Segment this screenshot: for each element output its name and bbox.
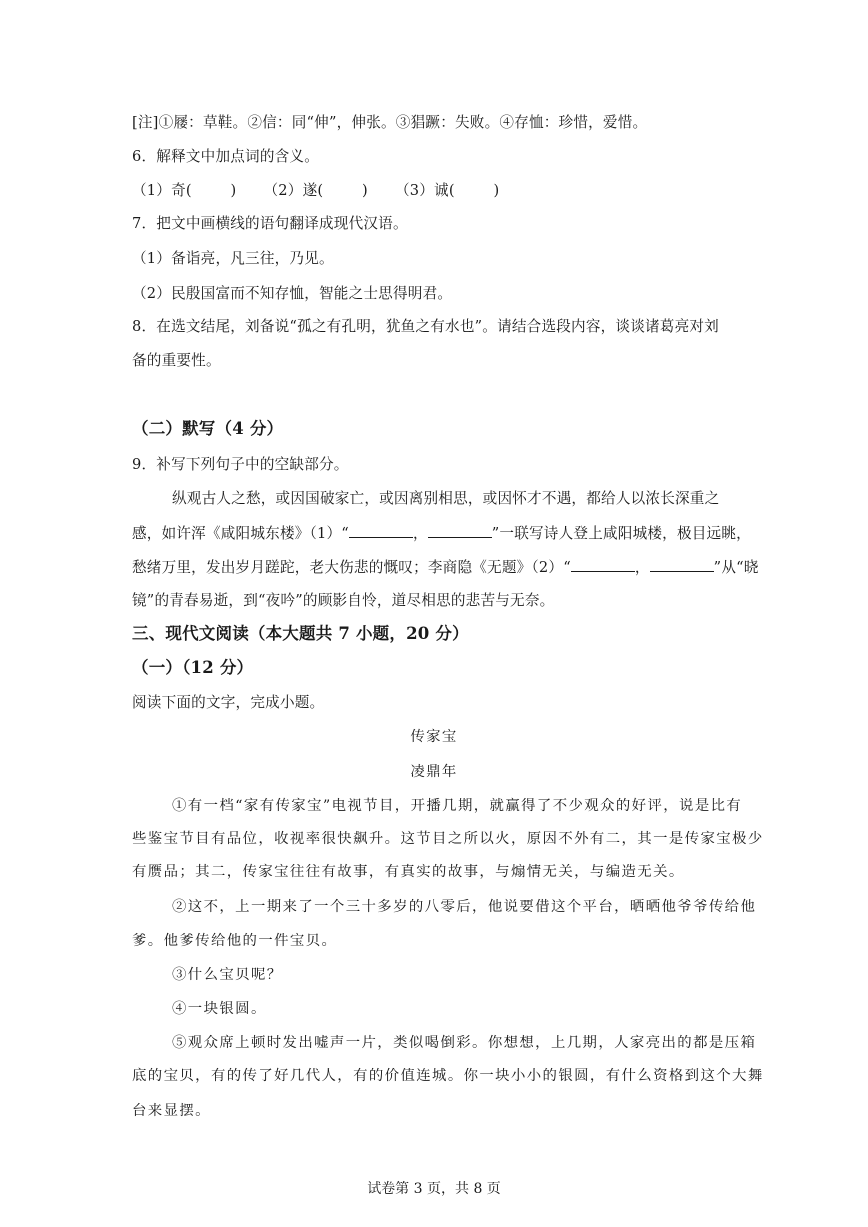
article-paragraph-2-line-1: ②这不，上一期来了一个三十多岁的八零后，他说要借这个平台，晒晒他爷爷传给他: [172, 899, 757, 915]
article-paragraph-4: ④一块银圆。: [172, 1001, 267, 1017]
question-6-stem: 6．解释文中加点词的含义。: [132, 148, 320, 165]
subsection-1-title: （一）（12 分）: [132, 658, 254, 677]
article-paragraph-5-line-1: ⑤观众席上顿时发出嘘声一片，类似喝倒彩。你想想，上几期，人家亮出的都是压箱: [172, 1035, 757, 1051]
fill-blank: [650, 557, 714, 572]
question-7-stem: 7．把文中画横线的语句翻译成现代汉语。: [132, 215, 408, 232]
question-8-line-2: 备的重要性。: [132, 352, 221, 369]
question-6-items: （1）奇( ) （2）遂( ) （3）诚( ): [132, 182, 500, 199]
text-segment: ”从“晓: [713, 559, 759, 576]
fill-blank: [349, 523, 413, 538]
text-segment: ”一联写诗人登上咸阳城楼，极目远眺，: [491, 525, 751, 542]
text-segment: 愁绪万里，发出岁月蹉跎，老大伤悲的慨叹；李商隐《无题》（2）“: [132, 559, 571, 576]
article-paragraph-1-line-1: ①有一档“家有传家宝”电视节目，开播几期，就赢得了不少观众的好评，说是比有: [172, 798, 743, 814]
reading-instruction: 阅读下面的文字，完成小题。: [132, 694, 325, 711]
fill-blank: [571, 557, 635, 572]
annotation-note: [注]①屦：草鞋。②信：同“伸”，伸张。③猖蹶：失败。④存恤：珍惜，爱惜。: [132, 114, 648, 131]
question-9-stem: 9．补写下列句子中的空缺部分。: [132, 456, 349, 473]
text-segment: ，: [634, 559, 650, 576]
article-paragraph-5-line-2: 底的宝贝，有的传了好几代人，有的价值连城。你一块小小的银圆，有什么资格到这个大舞: [132, 1068, 764, 1084]
question-7-item-1: （1）备诣亮，凡三往，乃见。: [132, 250, 334, 267]
text-segment: ，: [412, 525, 428, 542]
article-paragraph-5-line-3: 台来显摆。: [132, 1103, 211, 1119]
article-paragraph-1-line-2: 些鉴宝节目有品位，收视率很快飙升。这节目之所以火，原因不外有二，其一是传家宝极少: [132, 831, 764, 847]
article-paragraph-3: ③什么宝贝呢？: [172, 967, 283, 983]
article-title: 传家宝: [410, 729, 458, 745]
article-author: 凌鼎年: [410, 764, 458, 780]
question-8-line-1: 8．在选文结尾，刘备说“孤之有孔明，犹鱼之有水也”。请结合选段内容，谈谈诸葛亮对刘: [132, 318, 719, 335]
article-paragraph-1-line-3: 有赝品；其二，传家宝往往有故事，有真实的故事，与煽情无关，与编造无关。: [132, 864, 685, 880]
question-7-item-2: （2）民殷国富而不知存恤，智能之士思得明君。: [132, 285, 453, 302]
part-3-title: 三、现代文阅读（本大题共 7 小题，20 分）: [132, 624, 469, 643]
page-footer: 试卷第 3 页，共 8 页: [367, 1181, 501, 1197]
section-2-title: （二）默写（4 分）: [132, 419, 284, 438]
question-9-paragraph-line-4: 镜”的青春易逝，到“夜吟”的顾影自怜，道尽相思的悲苦与无奈。: [132, 592, 555, 609]
question-9-paragraph-line-1: 纵观古人之愁，或因国破家亡，或因离别相思，或因怀才不遇，都给人以浓长深重之: [172, 490, 720, 507]
question-9-paragraph-line-2: [132, 523, 751, 544]
text-segment: 感，如许浑《咸阳城东楼》（1）“: [132, 525, 349, 542]
fill-blank: [428, 523, 492, 538]
article-paragraph-2-line-2: 爹。他爹传给他的一件宝贝。: [132, 933, 338, 949]
question-9-paragraph-line-3: [132, 557, 759, 578]
